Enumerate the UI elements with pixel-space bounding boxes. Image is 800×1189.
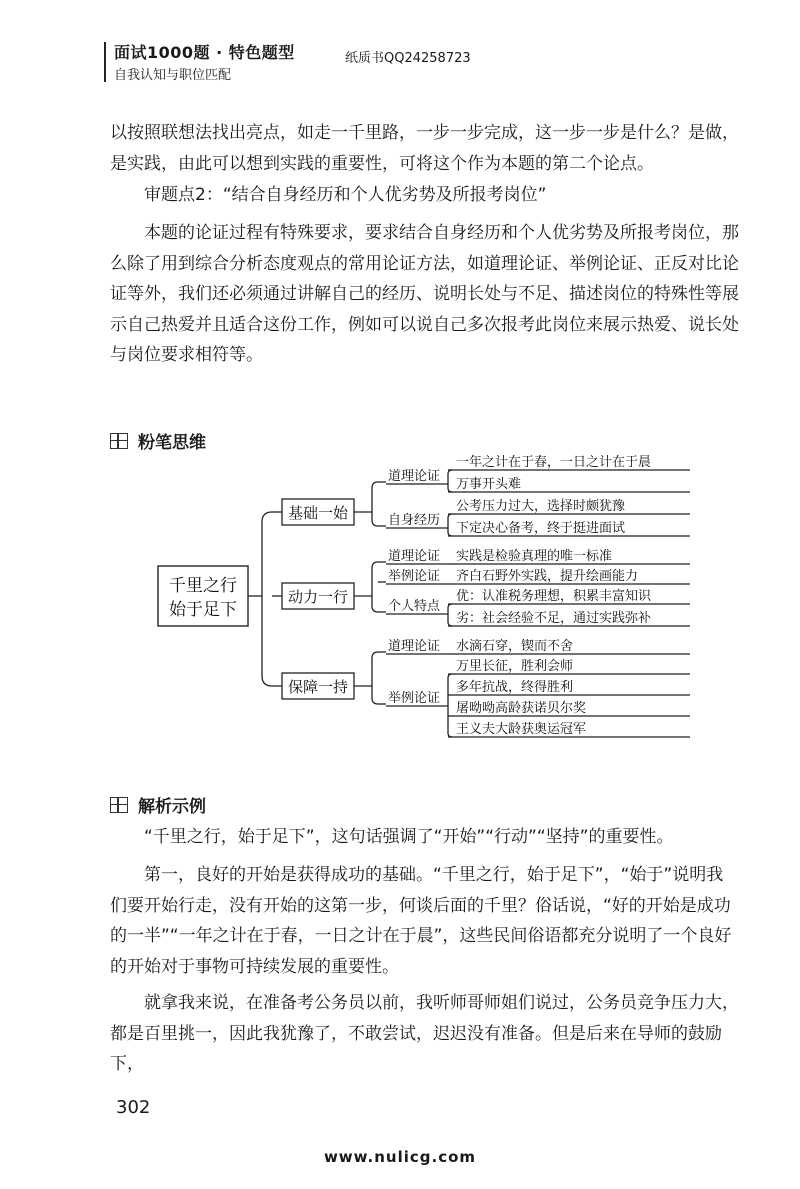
- mindmap-group-label: 举例论证: [388, 691, 441, 706]
- section-analysis-title: 解析示例: [138, 797, 206, 817]
- analysis-paragraph-1: “千里之行，始于足下”，这句话强调了“开始”“行动”“坚持”的重要性。: [144, 827, 674, 847]
- mindmap-leaf-item: 一年之计在于春，一日之计在于晨: [456, 455, 652, 470]
- mindmap-leaf-item: 劣：社会经验不足，通过实践弥补: [456, 611, 652, 626]
- mindmap-group-label: 道理论证: [388, 549, 441, 564]
- analysis-paragraph-3: 就拿我来说，在准备考公务员以前，我听师哥师姐们说过，公务员竞争压力大，都是百里挑一，因此我犹豫了，不敢尝试，迟迟没有准备。但是后来在导师的鼓励下，: [110, 993, 739, 1074]
- mindmap-branch-label: 基础一始: [287, 504, 349, 522]
- mindmap-root-text-line1: 千里之行: [169, 576, 237, 596]
- analysis-paragraph-2: 第一，良好的开始是获得成功的基础。“千里之行，始于足下”，“始于”说明我们要开始行走，没有开始的这第一步，何谈后面的千里？俗话说，“好的开始是成功的一半”“一年之计在于春，一日之计在于晨”，这些民间俗语都充分说明了一个良好的开始对于事物可持续发展的重要性。: [110, 865, 732, 977]
- mindmap-leaf-item: 优：认准税务理想，积累丰富知识: [456, 589, 652, 604]
- footer-url: www.nulicg.com: [323, 1148, 477, 1166]
- section-icon: [110, 797, 128, 813]
- mindmap-leaf-item: 水滴石穿，锲而不舍: [456, 639, 574, 654]
- section-mindmap-title: 粉笔思维: [138, 433, 206, 453]
- header-watermark: 纸质书QQ24258723: [345, 51, 471, 66]
- body-paragraph-1: 以按照联想法找出亮点，如走一千里路，一步一步完成，这一步一步是什么？是做，是实践，由此可以想到实践的重要性，可将这个作为本题的第二个论点。: [110, 123, 739, 174]
- mindmap-leaf-item: 齐白石野外实践，提升绘画能力: [456, 569, 639, 584]
- body-paragraph-3: 本题的论证过程有特殊要求，要求结合自身经历和个人优劣势及所报考岗位，那么除了用到综合分析态度观点的常用论证方法，如道理论证、举例论证、正反对比论证等外，我们还必须通过讲解自己的经历、说明长处与不足、描述岗位的特殊性等展示自己热爱并且适合这份工作，例如可以说自己多次报考此岗位来展示热爱、说长处与岗位要求相符等。: [110, 223, 739, 365]
- mindmap-group-label: 个人特点: [388, 599, 441, 614]
- mindmap-leaf-item: 万事开头难: [456, 477, 522, 492]
- mindmap-branch-label: 动力一行: [287, 588, 349, 606]
- book-title: 面试1000题 · 特色题型: [114, 43, 295, 62]
- mindmap-group-label: 自身经历: [388, 513, 441, 528]
- mindmap-group-label: 道理论证: [388, 639, 441, 654]
- mindmap-leaf-item: 下定决心备考，终于挺进面试: [456, 521, 626, 536]
- section-analysis-heading: [110, 792, 206, 817]
- mindmap-branch-label: 保障一持: [287, 678, 349, 696]
- mindmap-leaf-item: 公考压力过大，选择时颇犹豫: [456, 499, 626, 514]
- page-number: 302: [116, 1097, 151, 1118]
- review-point-2: 审题点2：“结合自身经历和个人优劣势及所报考岗位”: [144, 185, 547, 205]
- chapter-title: 自我认知与职位匹配: [114, 68, 232, 83]
- mindmap-root-text-line2: 始于足下: [169, 600, 237, 620]
- mindmap-group-label: 道理论证: [388, 469, 441, 484]
- mindmap-group-label: 举例论证: [388, 569, 441, 584]
- mindmap-leaf-item: 万里长征，胜利会师: [456, 659, 574, 674]
- mindmap-leaf-item: 王义夫大龄获奥运冠军: [456, 722, 587, 737]
- mindmap-leaf-item: 实践是检验真理的唯一标准: [456, 549, 613, 564]
- mindmap-leaf-item: 屠呦呦高龄获诺贝尔奖: [456, 701, 587, 716]
- mindmap-leaf-item: 多年抗战，终得胜利: [456, 680, 574, 695]
